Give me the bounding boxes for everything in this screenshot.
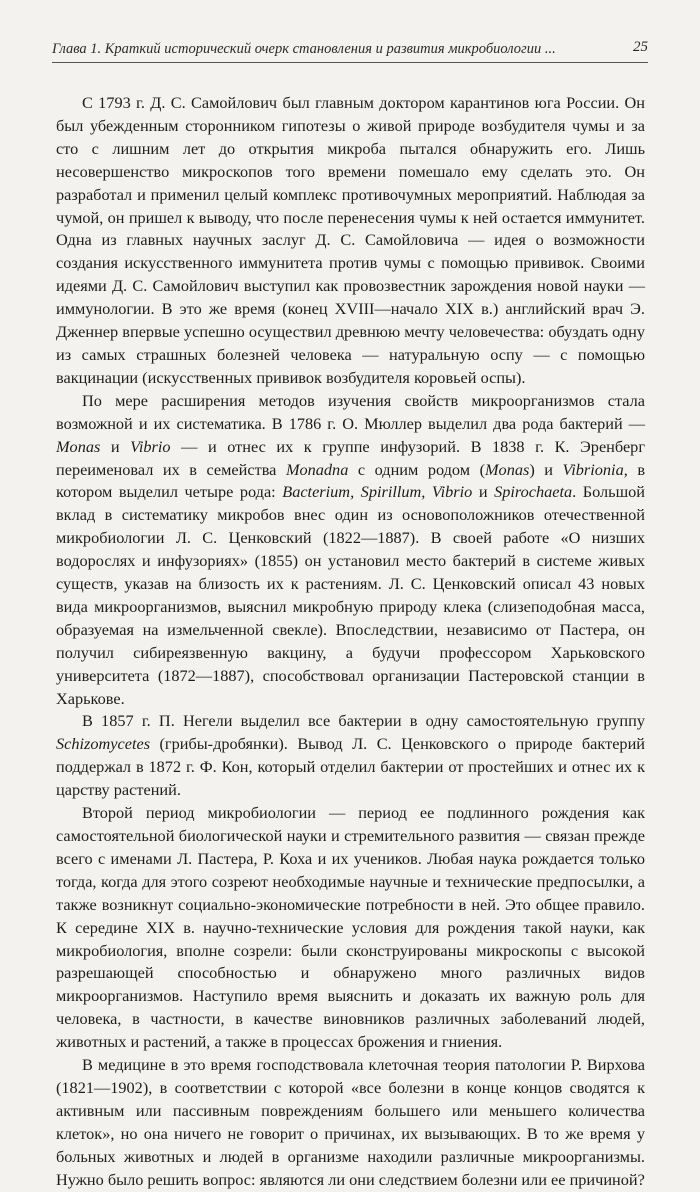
text-run: (грибы-дробянки). Вывод Л. С. Ценковского о природе бактерий поддержал в 1872 г. Ф. Кон, который отделил бактерии от простейших и отнес их к царству растений. (56, 734, 645, 800)
text-run: ) и (529, 459, 563, 479)
group-name: Schizomycetes (56, 734, 151, 754)
genus-name: Monas (56, 436, 101, 456)
text-run: , в котором выделил четыре рода: (56, 459, 646, 502)
family-name: Monadna (285, 459, 349, 479)
text-run: В медицине в это время господствовала клеточная теория патологии Р. Вирхова (1821—1902), в соответствии с которой «все болезни в конце концов сводятся к активным или пассивным повреждениям большего или меньшего количества клеток», но она ничего не говорит о причинах, их вызывающих. В то же время у больных животных и людей в организме находили различные микроорганизмы. Нужно было решить вопрос: являются ли они следствием болезни или ее причиной? (56, 1055, 645, 1189)
text-run: По мере расширения методов изучения свойств микроорганизмов стала возможной и их систематика. В 1786 г. О. Мюллер выделил два рода бактерий — (56, 390, 645, 433)
paragraph (56, 710, 645, 802)
text-run: Второй период микробиологии — период ее подлинного рождения как самостоятельной биологической науки и стремительного развития — связан прежде всего с именами Л. Пастера, Р. Коха и их учеников. Любая наука рождается только тогда, когда для этого созреют необходимые научные и технические предпосылки, а также возникнут социально-экономические потребности в ней. Это общее правило. К середине XIX в. научно-технические условия для рождения такой науки, как микробиология, вполне созрели: были сконструированы микроскопы с высокой разрешающей способностью и обнаружено много различных видов микроорганизмов. Наступило время выяснить и доказать их важную роль для человека, в частности, в качестве виновников различных заболеваний людей, животных и растений, а также в процессах брожения и гниения. (56, 803, 645, 1052)
paragraph (56, 92, 645, 390)
text-run: и (100, 436, 131, 456)
text-run: С 1793 г. Д. С. Самойлович был главным доктором карантинов юга России. Он был убежденным сторонником гипотезы о живой природе возбудителя чумы и за сто с лишним лет до открытия микроба пытался обнаружить его. Лишь несовершенство микроскопов того времени помешало ему сделать это. Он разработал и применил целый комплекс противочумных мероприятий. Наблюдая за чумой, он пришел к выводу, что после перенесения чумы к ней остается иммунитет. Одна из главных научных заслуг Д. С. Самойловича — идея о возможности создания искусственного иммунитета против чумы с помощью прививок. Своими идеями Д. С. Самойлович выступил как провозвестник зарождения новой науки — иммунологии. В это же время (конец XVIII—начало XIX в.) английский врач Э. Дженнер впервые успешно осуществил древнюю мечту человечества: обуздать одну из самых страшных болезней человека — натуральную оспу — с помощью вакцинации (искусственных прививок возбудителя коровьей оспы). (56, 93, 645, 387)
running-header (52, 36, 648, 63)
genus-names: Bacterium, Spirillum, Vibrio (282, 482, 473, 502)
family-name: Vibrionia (562, 459, 624, 479)
genus-name: Vibrio (130, 436, 171, 456)
body-text (56, 92, 645, 1192)
text-run: В 1857 г. П. Негели выделил все бактерии в одну самостоятельную группу (82, 711, 645, 731)
genus-name: Spirochaeta (494, 482, 573, 502)
page-number: 25 (633, 39, 648, 55)
paragraph (56, 802, 645, 1054)
paragraph (56, 390, 645, 711)
text-run: — и отнес их к группе инфузорий. В 1838 г. К. Эренберг переименовал их в семейства (56, 436, 646, 479)
text-run: и (472, 482, 495, 502)
running-title: Глава 1. Краткий исторический очерк становления и развития микробиологии ... (52, 41, 556, 57)
text-run: с одним родом ( (348, 459, 485, 479)
paragraph (56, 1054, 645, 1191)
genus-name: Monas (485, 459, 530, 479)
text-run: . Большой вклад в систематику микробов внес один из основоположников отечественной микробиологии Л. С. Ценковский (1822—1887). В своей работе «О низших водорослях и инфузориях» (1855) он установил место бактерий в системе живых существ, указав на близость их к растениям. Л. С. Ценковский описал 43 новых вида микроорганизмов, выяснил микробную природу клека (слизеподобная масса, образуемая на измельченной свекле). Впоследствии, независимо от Пастера, он получил сибиреязвенную вакцину, а будучи профессором Харьковского университета (1872—1887), способствовал организации Пастеровской станции в Харькове. (56, 482, 645, 708)
